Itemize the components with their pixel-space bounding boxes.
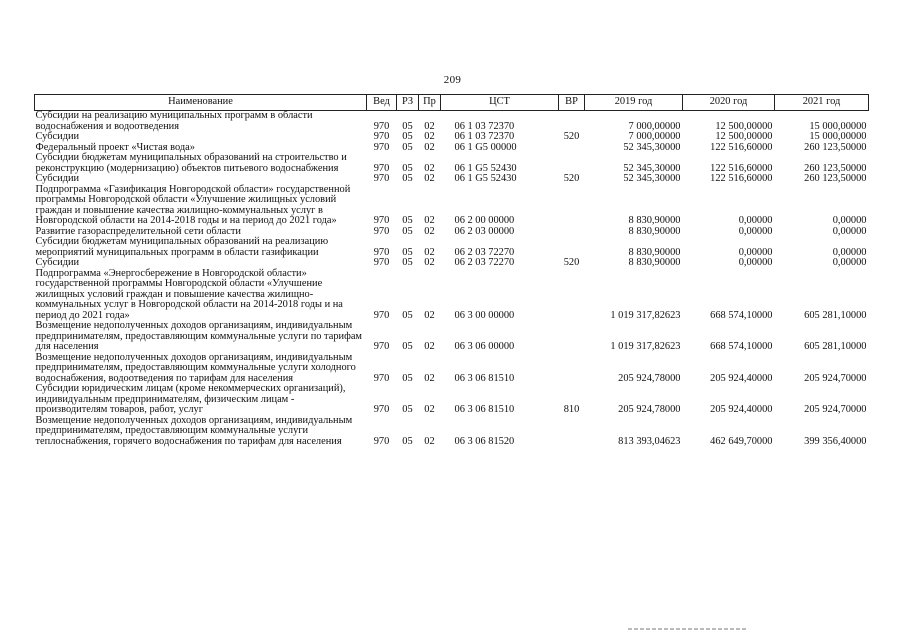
cell-y2020: 0,00000 <box>738 257 773 268</box>
cell-ved: 970 <box>373 215 390 226</box>
cell-y2019: 205 924,78000 <box>618 372 681 384</box>
cell-y2019: 52 345,30000 <box>623 173 681 184</box>
cell-rz: 05 <box>402 435 413 447</box>
cell-cst: 06 1 G5 00000 <box>454 141 517 153</box>
cell-pr: 02 <box>424 225 435 237</box>
table-row <box>35 111 869 133</box>
cell-y2021: 605 281,10000 <box>804 309 867 321</box>
cell-name: Возмещение недополученных доходов организациям, индивидуальным предпринимателям, предоставляющим коммунальные услуги холодного водоснабжения, водоотведения по тарифам для населения <box>35 351 356 384</box>
cell-name: Развитие газораспределительной сети области <box>35 225 241 237</box>
cell-name: Субсидии на реализацию муниципальных программ в области водоснабжения и водоотведения <box>35 110 313 132</box>
cell-ved: 970 <box>373 120 390 132</box>
cell-cst: 06 3 00 00000 <box>454 309 515 321</box>
cell-rz: 05 <box>402 404 413 415</box>
cell-ved: 970 <box>373 435 390 447</box>
cell-y2021: 605 281,10000 <box>804 341 867 352</box>
cell-y2021: 399 356,40000 <box>804 435 867 447</box>
cell-vr <box>559 185 585 227</box>
cell-rz: 05 <box>402 257 413 268</box>
cell-y2020: 0,00000 <box>738 215 773 226</box>
cell-y2021: 0,00000 <box>832 225 867 237</box>
cell-name: Подпрограмма «Энергосбережение в Новгородской области» государственной программы Новгородской области «Улучшение жилищных условий граждан и повышение качества жилищно-коммунальных услуг в Новгородской области на 2014-2018 годы и на период до 2021 года» <box>35 267 343 321</box>
cell-vr: 810 <box>563 404 580 415</box>
cell-y2019: 8 830,90000 <box>628 215 681 226</box>
cell-name: Подпрограмма «Газификация Новгородской области» государственной программы Новгородской области «Улучшение жилищных условий граждан и повышение качества жилищно-коммунальных услуг в Новгородской области на 2014-2018 годы и на период до 2021 года» <box>35 183 351 226</box>
cell-y2020: 205 924,40000 <box>710 404 773 415</box>
cell-y2020: 122 516,60000 <box>710 173 773 184</box>
cell-pr: 02 <box>424 215 435 226</box>
cell-y2019: 1 019 317,82623 <box>610 341 681 352</box>
cell-y2021: 0,00000 <box>832 215 867 226</box>
cell-y2021: 260 123,50000 <box>804 141 867 153</box>
table-row <box>35 269 869 322</box>
cell-rz: 05 <box>402 120 413 132</box>
table-row <box>35 258 869 269</box>
cell-vr <box>559 143 585 154</box>
cell-y2021: 15 000,00000 <box>809 120 867 132</box>
cell-cst: 06 3 06 81510 <box>454 372 515 384</box>
table-row <box>35 185 869 227</box>
cell-y2021: 15 000,00000 <box>809 131 867 142</box>
cell-y2019: 8 830,90000 <box>628 257 681 268</box>
header-2019: 2019 год <box>585 95 683 111</box>
table-row <box>35 153 869 174</box>
cell-ved: 970 <box>373 141 390 153</box>
cell-y2021: 260 123,50000 <box>804 162 867 174</box>
cell-pr: 02 <box>424 141 435 153</box>
cell-name: Возмещение недополученных доходов организациям, индивидуальным предпринимателям, предоставляющим коммунальные услуги по тарифам для населения <box>35 320 363 352</box>
cell-y2020: 122 516,60000 <box>710 162 773 174</box>
cell-y2019: 7 000,00000 <box>628 131 681 142</box>
cell-rz: 05 <box>402 246 413 258</box>
cell-pr: 02 <box>424 404 435 415</box>
cell-cst: 06 3 06 81520 <box>454 435 515 447</box>
cell-y2020: 668 574,10000 <box>710 341 773 352</box>
header-2020: 2020 год <box>683 95 775 111</box>
cell-y2019: 205 924,78000 <box>618 404 681 415</box>
budget-table <box>34 94 869 447</box>
cell-vr <box>559 237 585 258</box>
cell-vr <box>559 321 585 353</box>
cell-pr: 02 <box>424 162 435 174</box>
cell-vr <box>559 269 585 322</box>
table-row <box>35 132 869 143</box>
cell-ved: 970 <box>373 173 390 184</box>
header-cst: ЦСТ <box>441 95 559 111</box>
cell-name: Субсидии бюджетам муниципальных образований на строительство и реконструкцию (модернизацию) объектов питьевого водоснабжения <box>35 152 347 174</box>
cell-y2021: 205 924,70000 <box>804 372 867 384</box>
cell-ved: 970 <box>373 404 390 415</box>
cell-name: Субсидии юридическим лицам (кроме некоммерческих организаций), индивидуальным предпринимателям, физическим лицам - производителям товаров, работ, услуг <box>35 383 346 415</box>
cell-pr: 02 <box>424 246 435 258</box>
cell-y2020: 122 516,60000 <box>710 141 773 153</box>
table-row <box>35 353 869 385</box>
cell-rz: 05 <box>402 173 413 184</box>
cell-y2019: 813 393,04623 <box>618 435 681 447</box>
cell-pr: 02 <box>424 341 435 352</box>
cell-vr: 520 <box>563 131 580 142</box>
cell-ved: 970 <box>373 246 390 258</box>
cell-ved: 970 <box>373 309 390 321</box>
cell-pr: 02 <box>424 435 435 447</box>
cell-pr: 02 <box>424 372 435 384</box>
cell-y2020: 12 500,00000 <box>715 120 773 132</box>
cell-cst: 06 1 G5 52430 <box>454 162 517 174</box>
cell-vr <box>559 153 585 174</box>
cell-cst: 06 2 03 72270 <box>454 257 515 268</box>
cell-rz: 05 <box>402 225 413 237</box>
cell-cst: 06 1 G5 52430 <box>454 173 517 184</box>
cell-vr <box>559 416 585 448</box>
cell-ved: 970 <box>373 162 390 174</box>
cell-name: Субсидии <box>35 131 80 142</box>
cell-name: Субсидии <box>35 257 80 268</box>
cell-ved: 970 <box>373 225 390 237</box>
header-rz: РЗ <box>397 95 419 111</box>
cell-vr: 520 <box>563 257 580 268</box>
cell-ved: 970 <box>373 341 390 352</box>
cell-pr: 02 <box>424 309 435 321</box>
cell-cst: 06 1 03 72370 <box>454 120 515 132</box>
header-vr: ВР <box>559 95 585 111</box>
cell-y2020: 462 649,70000 <box>710 435 773 447</box>
cell-pr: 02 <box>424 173 435 184</box>
cell-rz: 05 <box>402 131 413 142</box>
cell-y2021: 260 123,50000 <box>804 173 867 184</box>
cell-y2020: 668 574,10000 <box>710 309 773 321</box>
cell-name: Возмещение недополученных доходов организациям, индивидуальным предпринимателям, предоставляющим коммунальные услуги теплоснабжения, горячего водоснабжения по тарифам для населения <box>35 414 353 447</box>
cell-rz: 05 <box>402 215 413 226</box>
footer-mark <box>628 628 748 630</box>
page-number: 209 <box>443 74 462 86</box>
cell-pr: 02 <box>424 131 435 142</box>
table-row <box>35 174 869 185</box>
cell-cst: 06 2 00 00000 <box>454 215 515 226</box>
cell-rz: 05 <box>402 141 413 153</box>
cell-y2019: 8 830,90000 <box>628 225 681 237</box>
cell-y2020: 0,00000 <box>738 246 773 258</box>
table-row <box>35 384 869 416</box>
header-name: Наименование <box>35 95 367 111</box>
cell-name: Субсидии <box>35 173 80 184</box>
table-row <box>35 321 869 353</box>
cell-cst: 06 3 06 00000 <box>454 341 515 352</box>
cell-cst: 06 3 06 81510 <box>454 404 515 415</box>
cell-name: Субсидии бюджетам муниципальных образований на реализацию мероприятий муниципальных программ в области газификации <box>35 236 329 258</box>
cell-cst: 06 1 03 72370 <box>454 131 515 142</box>
cell-vr <box>559 227 585 238</box>
cell-vr <box>559 353 585 385</box>
header-pr: Пр <box>419 95 441 111</box>
cell-cst: 06 2 03 72270 <box>454 246 515 258</box>
header-2021: 2021 год <box>775 95 869 111</box>
cell-y2021: 205 924,70000 <box>804 404 867 415</box>
table-body <box>35 111 869 448</box>
cell-y2019: 7 000,00000 <box>628 120 681 132</box>
cell-y2021: 0,00000 <box>832 257 867 268</box>
cell-rz: 05 <box>402 341 413 352</box>
cell-y2021: 0,00000 <box>832 246 867 258</box>
cell-name: Федеральный проект «Чистая вода» <box>35 141 195 153</box>
cell-y2020: 0,00000 <box>738 225 773 237</box>
cell-y2019: 52 345,30000 <box>623 141 681 153</box>
cell-y2019: 8 830,90000 <box>628 246 681 258</box>
cell-rz: 05 <box>402 309 413 321</box>
cell-y2020: 12 500,00000 <box>715 131 773 142</box>
cell-ved: 970 <box>373 131 390 142</box>
cell-y2019: 52 345,30000 <box>623 162 681 174</box>
cell-vr <box>559 111 585 133</box>
cell-vr: 520 <box>563 173 580 184</box>
cell-pr: 02 <box>424 120 435 132</box>
cell-pr: 02 <box>424 257 435 268</box>
table-row <box>35 416 869 448</box>
cell-cst: 06 2 03 00000 <box>454 225 515 237</box>
header-ved: Вед <box>367 95 397 111</box>
cell-rz: 05 <box>402 162 413 174</box>
cell-ved: 970 <box>373 372 390 384</box>
cell-ved: 970 <box>373 257 390 268</box>
cell-y2020: 205 924,40000 <box>710 372 773 384</box>
cell-rz: 05 <box>402 372 413 384</box>
table-header-row <box>35 95 869 111</box>
table-row <box>35 237 869 258</box>
cell-y2019: 1 019 317,82623 <box>610 309 681 321</box>
